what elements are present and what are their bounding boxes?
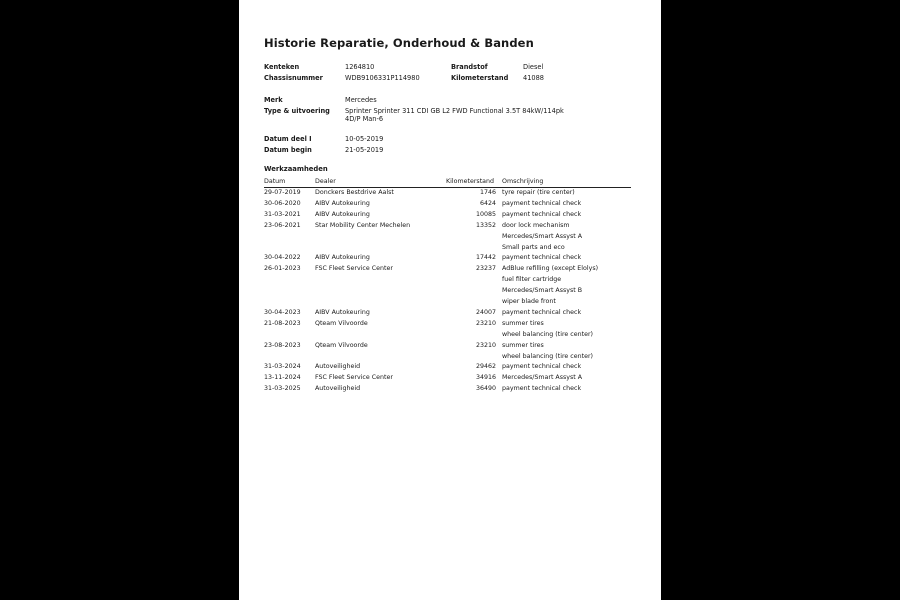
werkzaamheden-heading: Werkzaamheden: [264, 165, 328, 173]
kilometerstand-value: 41088: [523, 73, 544, 82]
cell-dealer: Donckers Bestdrive Aalst: [315, 189, 394, 196]
omschrijving-line: tyre repair (tire center): [502, 189, 575, 196]
brandstof-value: Diesel: [523, 63, 544, 71]
omschrijving-line: Mercedes/Smart Assyst B: [502, 287, 583, 295]
column-header-datum: Datum: [264, 178, 286, 185]
datum-deel-label: Datum deel I: [264, 135, 312, 143]
cell-date: 30-06-2020: [264, 199, 301, 207]
cell-omschrijving: [502, 319, 593, 341]
omschrijving-line: wheel balancing (tire center): [502, 352, 594, 360]
page-title: Historie Reparatie, Onderhoud & Banden: [264, 36, 534, 50]
cell-kilometerstand: 10085: [475, 210, 496, 218]
type-label: Type & uitvoering: [264, 106, 330, 115]
cell-date: 31-03-2024: [264, 363, 301, 371]
cell-kilometerstand: 6424: [479, 199, 496, 207]
cell-dealer: AIBV Autokeuring: [315, 308, 370, 316]
cell-kilometerstand: 24007: [475, 308, 496, 316]
chassis-value: WDB9106331P114980: [345, 73, 420, 82]
type-value-line1: Sprinter Sprinter 311 CDI GB L2 FWD Functional 3.5T 84kW/114pk: [345, 106, 564, 115]
cell-omschrijving: [502, 373, 582, 384]
kenteken-label: Kenteken: [264, 63, 300, 71]
brandstof-label: Brandstof: [451, 63, 488, 71]
datum-deel-value: 10-05-2019: [345, 135, 384, 143]
cell-kilometerstand: 17442: [475, 254, 496, 262]
omschrijving-line: AdBlue refilling (except Elolys): [502, 265, 599, 273]
cell-omschrijving: [502, 210, 581, 221]
datum-begin-label: Datum begin: [264, 145, 312, 154]
cell-dealer: AIBV Autokeuring: [315, 199, 370, 207]
cell-dealer: FSC Fleet Service Center: [315, 374, 393, 382]
chassis-label: Chassisnummer: [264, 73, 323, 82]
cell-dealer: AIBV Autokeuring: [315, 254, 370, 262]
omschrijving-line: Small parts and eco: [502, 243, 565, 251]
omschrijving-line: Mercedes/Smart Assyst A: [502, 232, 583, 240]
cell-omschrijving: [502, 341, 593, 363]
cell-date: 13-11-2024: [264, 374, 301, 382]
omschrijving-line: Mercedes/Smart Assyst A: [502, 374, 583, 382]
cell-date: 26-01-2023: [264, 265, 301, 273]
cell-kilometerstand: 29462: [475, 363, 496, 371]
cell-kilometerstand: 13352: [475, 221, 496, 229]
document-page: [239, 0, 661, 600]
cell-date: 29-07-2019: [264, 189, 301, 196]
cell-omschrijving: [502, 308, 581, 319]
cell-date: 30-04-2023: [264, 308, 301, 316]
cell-date: 30-04-2022: [264, 254, 301, 262]
datum-begin-value: 21-05-2019: [345, 145, 384, 154]
cell-date: 23-06-2021: [264, 221, 301, 229]
cell-date: 23-08-2023: [264, 341, 301, 349]
kenteken-value: 1264810: [345, 63, 375, 71]
cell-dealer: Star Mobility Center Mechelen: [315, 221, 411, 229]
omschrijving-line: payment technical check: [502, 363, 582, 371]
omschrijving-line: payment technical check: [502, 210, 582, 218]
cell-kilometerstand: 36490: [475, 385, 496, 393]
omschrijving-line: payment technical check: [502, 199, 582, 207]
cell-kilometerstand: 1746: [479, 189, 496, 196]
type-value-line2: 4D/P Man-6: [345, 114, 384, 123]
cell-kilometerstand: 34916: [475, 374, 496, 382]
cell-omschrijving: [502, 221, 582, 254]
cell-omschrijving: [502, 384, 581, 395]
omschrijving-line: door lock mechanism: [502, 221, 570, 229]
cell-dealer: AIBV Autokeuring: [315, 210, 370, 218]
cell-kilometerstand: 23210: [475, 341, 496, 349]
omschrijving-line: summer tires: [502, 341, 544, 349]
cell-date: 31-03-2025: [264, 385, 301, 393]
cell-omschrijving: [502, 188, 575, 199]
cell-date: 31-03-2021: [264, 210, 301, 218]
cell-dealer: Autoveiligheid: [315, 385, 361, 393]
omschrijving-line: summer tires: [502, 319, 544, 327]
omschrijving-line: wiper blade front: [502, 298, 556, 306]
column-header-dealer: Dealer: [315, 178, 336, 185]
column-header-kilometerstand: Kilometerstand: [446, 178, 495, 185]
cell-kilometerstand: 23210: [475, 319, 496, 327]
cell-kilometerstand: 23237: [475, 265, 496, 273]
merk-value: Mercedes: [345, 96, 377, 104]
kilometerstand-label: Kilometerstand: [451, 73, 509, 82]
merk-label: Merk: [264, 96, 283, 104]
omschrijving-line: fuel filter cartridge: [502, 276, 562, 284]
cell-dealer: Qteam Vilvoorde: [315, 319, 368, 327]
cell-omschrijving: [502, 362, 581, 373]
column-header-omschrijving: Omschrijving: [502, 178, 544, 185]
cell-omschrijving: [502, 264, 598, 308]
cell-dealer: FSC Fleet Service Center: [315, 265, 393, 273]
cell-omschrijving: [502, 199, 581, 210]
omschrijving-line: payment technical check: [502, 385, 582, 393]
omschrijving-line: wheel balancing (tire center): [502, 330, 594, 338]
cell-date: 21-08-2023: [264, 319, 301, 327]
omschrijving-line: payment technical check: [502, 308, 582, 316]
cell-omschrijving: [502, 253, 581, 264]
cell-dealer: Autoveiligheid: [315, 363, 361, 371]
omschrijving-line: payment technical check: [502, 254, 582, 262]
cell-dealer: Qteam Vilvoorde: [315, 341, 368, 349]
